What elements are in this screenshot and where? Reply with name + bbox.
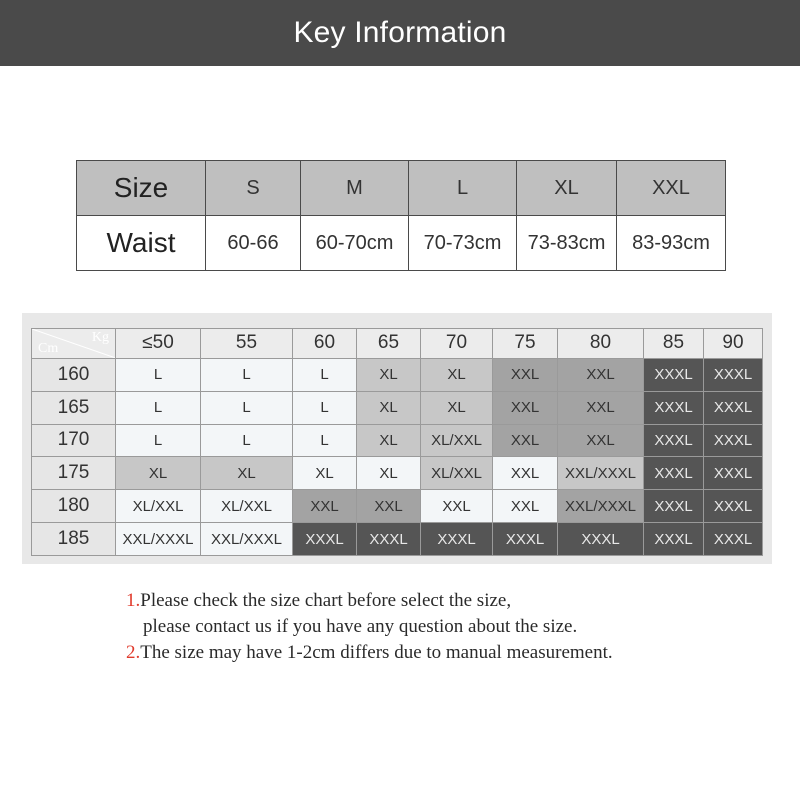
- size-recommendation-cell: XL: [357, 457, 421, 490]
- size-row: [77, 161, 726, 216]
- weight-header: 65: [357, 329, 421, 359]
- size-recommendation-cell: XXL: [493, 457, 558, 490]
- waist-label: Waist: [77, 216, 206, 271]
- size-recommendation-cell: L: [201, 358, 293, 391]
- size-recommendation-cell: XXXL: [704, 391, 763, 424]
- height-label: 170: [32, 424, 116, 457]
- size-recommendation-cell: XXXL: [493, 523, 558, 556]
- size-recommendation-cell: XXL: [293, 490, 357, 523]
- note-2: [126, 640, 613, 666]
- size-recommendation-cell: XL/XXL: [201, 490, 293, 523]
- note-text: please contact us if you have any question about the size.: [143, 616, 578, 637]
- header-bar: [0, 0, 800, 66]
- size-cell: XXL: [617, 161, 726, 216]
- size-recommendation-cell: XXXL: [644, 490, 704, 523]
- size-recommendation-cell: L: [201, 391, 293, 424]
- size-recommendation-cell: XXXL: [644, 523, 704, 556]
- size-recommendation-cell: XL: [421, 358, 493, 391]
- size-recommendation-cell: XL: [357, 358, 421, 391]
- size-recommendation-cell: XXXL: [704, 358, 763, 391]
- note-1-continued: [126, 614, 613, 640]
- chart-row: [32, 424, 763, 457]
- weight-header-row: [32, 329, 763, 359]
- weight-header: 55: [201, 329, 293, 359]
- weight-header: 90: [704, 329, 763, 359]
- size-recommendation-cell: XXL/XXXL: [558, 457, 644, 490]
- height-label: 180: [32, 490, 116, 523]
- size-recommendation-cell: XXL/XXXL: [201, 523, 293, 556]
- weight-header: 70: [421, 329, 493, 359]
- size-recommendation-cell: XL: [116, 457, 201, 490]
- weight-header: ≤50: [116, 329, 201, 359]
- size-recommendation-cell: XXXL: [558, 523, 644, 556]
- size-recommendation-cell: XL: [357, 391, 421, 424]
- note-text: Please check the size chart before select the size,: [140, 590, 512, 611]
- size-cell: XL: [517, 161, 617, 216]
- size-recommendation-cell: XXL: [493, 358, 558, 391]
- chart-row: [32, 391, 763, 424]
- waist-cell: 70-73cm: [409, 216, 517, 271]
- chart-row: [32, 490, 763, 523]
- size-recommendation-cell: XXL: [493, 424, 558, 457]
- size-recommendation-cell: XXXL: [644, 457, 704, 490]
- size-cell: L: [409, 161, 517, 216]
- waist-row: [77, 216, 726, 271]
- chart-row: [32, 457, 763, 490]
- size-recommendation-cell: XXXL: [704, 424, 763, 457]
- size-recommendation-cell: XXXL: [644, 391, 704, 424]
- chart-body: [32, 358, 763, 555]
- waist-cell: 73-83cm: [517, 216, 617, 271]
- note-1: [126, 588, 613, 614]
- weight-header: 85: [644, 329, 704, 359]
- size-cell: M: [301, 161, 409, 216]
- size-recommendation-cell: XXXL: [704, 490, 763, 523]
- notes: [126, 588, 613, 666]
- note-text: The size may have 1-2cm differs due to manual measurement.: [140, 642, 613, 663]
- size-recommendation-cell: XXXL: [421, 523, 493, 556]
- weight-header: 80: [558, 329, 644, 359]
- size-recommendation-cell: XXL: [558, 424, 644, 457]
- note-number: 2.: [126, 642, 141, 663]
- size-recommendation-cell: L: [116, 424, 201, 457]
- size-recommendation-cell: XL/XXL: [116, 490, 201, 523]
- size-recommendation-cell: L: [293, 391, 357, 424]
- height-label: 185: [32, 523, 116, 556]
- size-recommendation-cell: XXXL: [644, 424, 704, 457]
- size-recommendation-cell: XL/XXL: [421, 457, 493, 490]
- page-title: Key Information: [293, 16, 507, 49]
- height-label: 165: [32, 391, 116, 424]
- size-recommendation-cell: XL: [293, 457, 357, 490]
- size-recommendation-cell: XXXL: [357, 523, 421, 556]
- size-recommendation-cell: XXL: [558, 358, 644, 391]
- weight-header: 75: [493, 329, 558, 359]
- waist-cell: 83-93cm: [617, 216, 726, 271]
- size-recommendation-cell: XL: [421, 391, 493, 424]
- size-recommendation-cell: XXL: [421, 490, 493, 523]
- chart-row: [32, 358, 763, 391]
- size-recommendation-cell: XL: [201, 457, 293, 490]
- size-recommendation-cell: XXL: [493, 391, 558, 424]
- size-recommendation-cell: XL: [357, 424, 421, 457]
- size-cell: S: [206, 161, 301, 216]
- size-chart-panel: [22, 313, 772, 564]
- size-recommendation-cell: L: [293, 358, 357, 391]
- waist-cell: 60-66: [206, 216, 301, 271]
- weight-header: 60: [293, 329, 357, 359]
- height-label: 160: [32, 358, 116, 391]
- size-recommendation-cell: XXXL: [704, 457, 763, 490]
- size-recommendation-cell: XXL: [357, 490, 421, 523]
- size-recommendation-cell: XXXL: [704, 523, 763, 556]
- size-recommendation-cell: XXL: [558, 391, 644, 424]
- size-recommendation-cell: XXL/XXXL: [558, 490, 644, 523]
- size-waist-table: [76, 160, 726, 271]
- note-number: 1.: [126, 590, 141, 611]
- corner-kg-label: Kg: [91, 330, 109, 345]
- height-weight-chart: [31, 328, 763, 556]
- size-recommendation-cell: XXL/XXXL: [116, 523, 201, 556]
- waist-cell: 60-70cm: [301, 216, 409, 271]
- size-recommendation-cell: XXXL: [293, 523, 357, 556]
- size-recommendation-cell: L: [293, 424, 357, 457]
- corner-cm-label: Cm: [38, 340, 59, 356]
- corner-cell: [32, 329, 116, 359]
- size-recommendation-cell: L: [116, 391, 201, 424]
- size-recommendation-cell: XXXL: [644, 358, 704, 391]
- height-label: 175: [32, 457, 116, 490]
- chart-row: [32, 523, 763, 556]
- size-recommendation-cell: XXL: [493, 490, 558, 523]
- size-label: Size: [77, 161, 206, 216]
- size-recommendation-cell: XL/XXL: [421, 424, 493, 457]
- size-recommendation-cell: L: [116, 358, 201, 391]
- size-recommendation-cell: L: [201, 424, 293, 457]
